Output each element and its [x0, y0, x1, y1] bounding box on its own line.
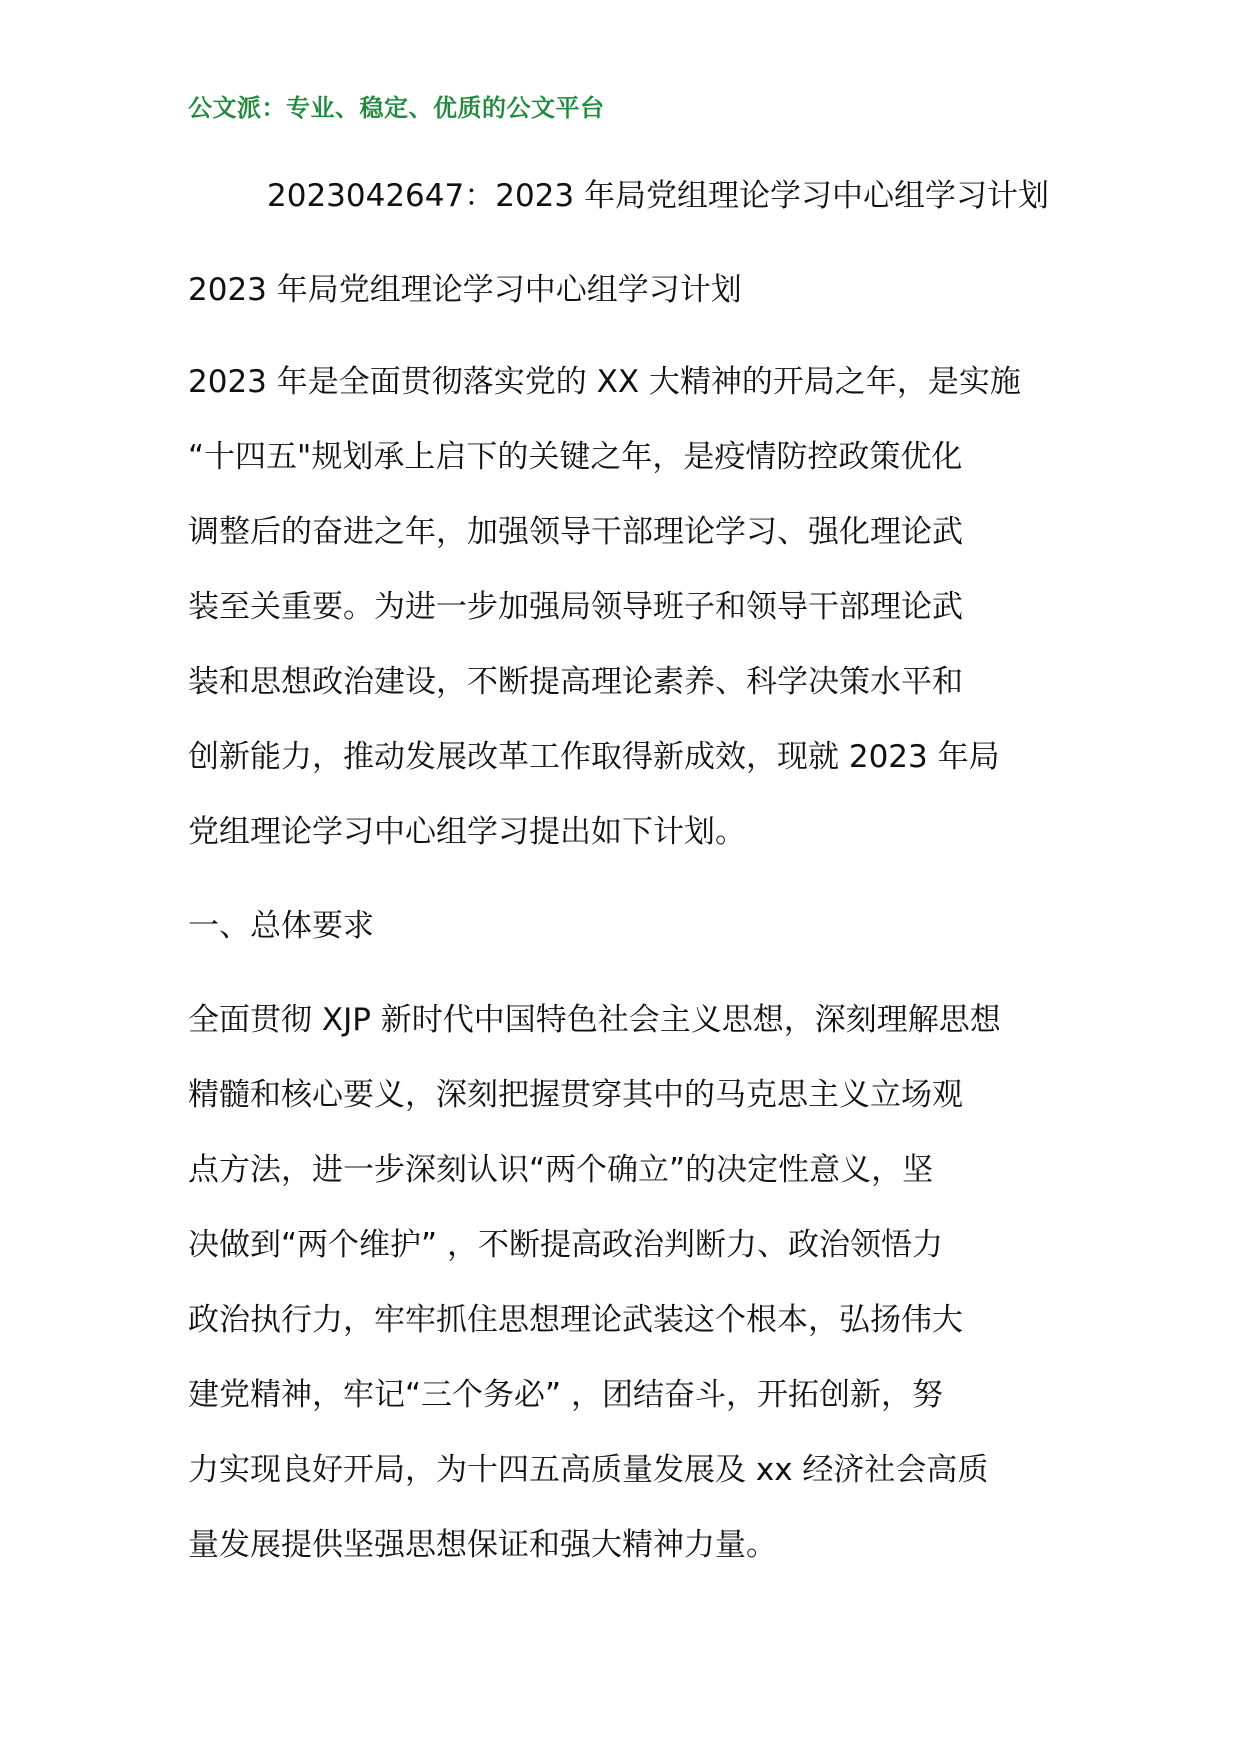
paragraph-line: 建党精神，牢记“三个务必” ，团结奋斗，开拓创新，努: [188, 1377, 943, 1413]
paragraph-line: 点方法，进一步深刻认识“两个确立”的决定性意义，坚: [188, 1152, 934, 1188]
requirements-paragraph: [188, 1000, 1058, 1600]
intro-paragraph: [188, 362, 1058, 887]
paragraph-line: 装至关重要。为进一步加强局领导班子和领导干部理论武: [188, 589, 963, 625]
brand-header: 公文派：专业、稳定、优质的公文平台: [188, 94, 605, 122]
paragraph-line: 全面贯彻 XJP 新时代中国特色社会主义思想，深刻理解思想: [188, 1002, 1001, 1038]
paragraph-line: 精髓和核心要义，深刻把握贯穿其中的马克思主义立场观: [188, 1077, 963, 1113]
document-title: 2023042647：2023 年局党组理论学习中心组学习计划: [267, 178, 1049, 214]
paragraph-line: 量发展提供坚强思想保证和强大精神力量。: [188, 1527, 777, 1563]
section-heading-general-requirements: 一、总体要求: [188, 908, 374, 944]
paragraph-line: 2023 年是全面贯彻落实党的 XX 大精神的开局之年，是实施: [188, 364, 1021, 400]
paragraph-line: 决做到“两个维护” ，不断提高政治判断力、政治领悟力: [188, 1227, 943, 1263]
document-subtitle: 2023 年局党组理论学习中心组学习计划: [188, 272, 742, 308]
paragraph-line: 力实现良好开局，为十四五高质量发展及 xx 经济社会高质: [188, 1452, 989, 1488]
paragraph-line: 党组理论学习中心组学习提出如下计划。: [188, 814, 746, 850]
paragraph-line: “十四五"规划承上启下的关键之年，是疫情防控政策优化: [188, 439, 963, 475]
paragraph-line: 创新能力，推动发展改革工作取得新成效，现就 2023 年局: [188, 739, 1000, 775]
paragraph-line: 政治执行力，牢牢抓住思想理论武装这个根本，弘扬伟大: [188, 1302, 963, 1338]
paragraph-line: 调整后的奋进之年，加强领导干部理论学习、强化理论武: [188, 514, 963, 550]
paragraph-line: 装和思想政治建设，不断提高理论素养、科学决策水平和: [188, 664, 963, 700]
